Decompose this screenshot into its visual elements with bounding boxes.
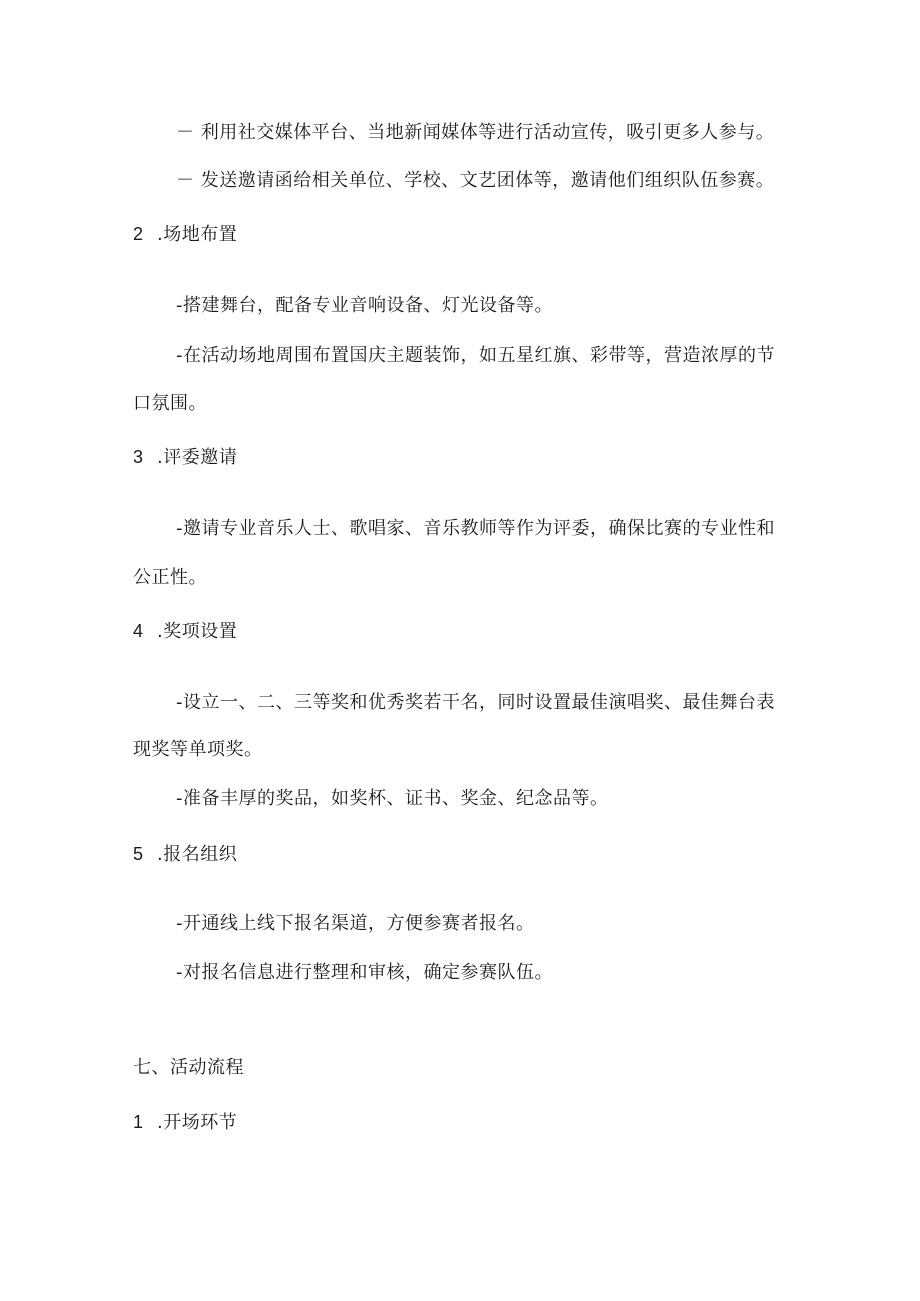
bullet-judges: -邀请专业音乐人士、歌唱家、音乐教师等作为评委，确保比赛的专业性和 [176,518,775,539]
bullet-judges-cont: 公正性。 [133,567,207,588]
heading-number: 3 [133,447,144,467]
bullet-prizes: -准备丰厚的奖品，如奖杯、证书、奖金、纪念品等。 [176,788,609,809]
heading-text: .奖项设置 [157,621,238,642]
heading-venue-setup [133,222,237,247]
bullet-decoration: -在活动场地周围布置国庆主题装饰，如五星红旗、彩带等，营造浓厚的节 [176,345,775,366]
bullet-registration-review: -对报名信息进行整理和审核，确定参赛队伍。 [176,962,553,983]
heading-judges [133,445,237,470]
bullet-publicity: － 利用社交媒体平台、当地新闻媒体等进行活动宣传，吸引更多人参与。 [176,122,775,143]
bullet-invitations: － 发送邀请函给相关单位、学校、文艺团体等，邀请他们组织队伍参赛。 [176,170,775,191]
heading-text: .评委邀请 [157,447,238,468]
bullet-awards-cont: 现奖等单项奖。 [133,739,263,760]
heading-registration [133,842,237,867]
heading-text: .开场环节 [157,1112,238,1133]
heading-awards [133,619,237,644]
bullet-registration-channels: -开通线上线下报名渠道，方便参赛者报名。 [176,913,535,934]
bullet-stage: -搭建舞台，配备专业音响设备、灯光设备等。 [176,295,553,316]
heading-number: 4 [133,621,144,641]
bullet-awards: -设立一、二、三等奖和优秀奖若干名，同时设置最佳演唱奖、最佳舞台表 [176,692,775,713]
heading-opening [133,1110,237,1135]
heading-text: .报名组织 [157,844,238,865]
heading-number: 5 [133,844,144,864]
heading-number: 1 [133,1112,144,1132]
heading-text: .场地布置 [157,224,238,245]
bullet-decoration-cont: 口氛围。 [133,393,207,414]
heading-number: 2 [133,224,144,244]
section-title: 七、活动流程 [133,1057,244,1078]
